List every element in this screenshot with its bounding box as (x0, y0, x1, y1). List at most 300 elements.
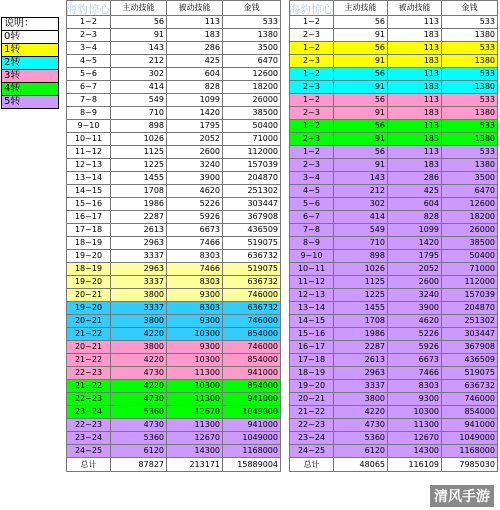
cell-passive-skill[interactable]: 6673 (388, 354, 442, 367)
legend-title[interactable]: 说明： (2, 18, 59, 31)
cell-range[interactable]: 13~14 (290, 302, 334, 315)
cell-money[interactable]: 3500 (442, 172, 498, 185)
cell-active-skill[interactable]: 3337 (111, 276, 167, 289)
cell-range[interactable]: 23~24 (67, 406, 111, 419)
cell-range[interactable]: 2~3 (290, 55, 334, 68)
cell-active-skill[interactable]: 4220 (111, 328, 167, 341)
cell-passive-skill[interactable]: 10300 (167, 380, 223, 393)
cell-passive-skill[interactable]: 2052 (167, 133, 223, 146)
cell-range[interactable]: 1~2 (290, 16, 334, 29)
cell-passive-skill[interactable]: 183 (388, 107, 442, 120)
cell-range[interactable]: 19~20 (67, 250, 111, 263)
cell-passive-skill[interactable]: 113 (388, 120, 442, 133)
legend-item[interactable]: 5转 (2, 96, 59, 109)
cell-passive-skill[interactable]: 10300 (167, 328, 223, 341)
cell-passive-skill[interactable]: 12670 (167, 432, 223, 445)
cell-money[interactable]: 1380 (442, 29, 498, 42)
cell-range[interactable]: 1~2 (290, 146, 334, 159)
cell-range[interactable]: 11~12 (290, 276, 334, 289)
cell-passive-skill[interactable]: 828 (167, 81, 223, 94)
left-header-active-skill[interactable]: 主动技能 (111, 1, 167, 16)
cell-passive-skill[interactable]: 1420 (167, 107, 223, 120)
cell-money[interactable]: 157039 (223, 159, 281, 172)
cell-money[interactable]: 112000 (442, 276, 498, 289)
cell-active-skill[interactable]: 4730 (334, 419, 388, 432)
cell-passive-skill[interactable]: 1099 (167, 94, 223, 107)
cell-money[interactable]: 436509 (223, 224, 281, 237)
cell-active-skill[interactable]: 91 (334, 55, 388, 68)
cell-passive-skill[interactable]: 11300 (167, 419, 223, 432)
cell-passive-skill[interactable]: 2052 (388, 263, 442, 276)
cell-passive-skill[interactable]: 8303 (167, 276, 223, 289)
cell-money[interactable]: 636732 (223, 276, 281, 289)
cell-range[interactable]: 2~3 (290, 107, 334, 120)
cell-range[interactable]: 14~15 (67, 185, 111, 198)
cell-passive-skill[interactable]: 286 (167, 42, 223, 55)
cell-passive-skill[interactable]: 9300 (167, 315, 223, 328)
total-label[interactable]: 总计 (290, 458, 334, 472)
cell-passive-skill[interactable]: 113 (167, 16, 223, 29)
cell-passive-skill[interactable]: 286 (388, 172, 442, 185)
cell-range[interactable]: 1~2 (67, 16, 111, 29)
cell-range[interactable]: 10~11 (67, 133, 111, 146)
left-header-passive-skill[interactable]: 被动技能 (167, 1, 223, 16)
cell-money[interactable]: 71000 (442, 263, 498, 276)
cell-active-skill[interactable]: 143 (334, 172, 388, 185)
cell-active-skill[interactable]: 549 (334, 224, 388, 237)
cell-passive-skill[interactable]: 5226 (388, 328, 442, 341)
cell-passive-skill[interactable]: 5226 (167, 198, 223, 211)
cell-range[interactable]: 21~22 (67, 354, 111, 367)
cell-range[interactable]: 21~22 (67, 328, 111, 341)
cell-range[interactable]: 3~4 (290, 172, 334, 185)
cell-money[interactable]: 533 (442, 42, 498, 55)
cell-range[interactable]: 20~21 (290, 393, 334, 406)
cell-range[interactable]: 14~15 (290, 315, 334, 328)
cell-active-skill[interactable]: 3337 (111, 250, 167, 263)
cell-money[interactable]: 71000 (223, 133, 281, 146)
cell-active-skill[interactable]: 1986 (111, 198, 167, 211)
cell-money[interactable]: 1049000 (223, 432, 281, 445)
cell-passive-skill[interactable]: 113 (388, 146, 442, 159)
cell-passive-skill[interactable]: 183 (388, 29, 442, 42)
cell-money[interactable]: 26000 (223, 94, 281, 107)
cell-money[interactable]: 26000 (442, 224, 498, 237)
cell-range[interactable]: 17~18 (290, 354, 334, 367)
cell-active-skill[interactable]: 3337 (111, 302, 167, 315)
cell-money[interactable]: 18200 (442, 211, 498, 224)
cell-range[interactable]: 5~6 (67, 68, 111, 81)
cell-passive-skill[interactable]: 425 (167, 55, 223, 68)
cell-money[interactable]: 1380 (442, 107, 498, 120)
legend-item[interactable]: 4转 (2, 83, 59, 96)
cell-range[interactable]: 2~3 (290, 29, 334, 42)
cell-active-skill[interactable]: 1125 (111, 146, 167, 159)
cell-range[interactable]: 4~5 (67, 55, 111, 68)
cell-money[interactable]: 1380 (223, 29, 281, 42)
cell-range[interactable]: 16~17 (67, 211, 111, 224)
cell-range[interactable]: 23~24 (290, 432, 334, 445)
total-passive-skill[interactable]: 213171 (167, 458, 223, 472)
cell-passive-skill[interactable]: 3240 (388, 289, 442, 302)
cell-active-skill[interactable]: 1225 (334, 289, 388, 302)
cell-money[interactable]: 636732 (442, 380, 498, 393)
cell-range[interactable]: 8~9 (290, 237, 334, 250)
cell-active-skill[interactable]: 3800 (111, 341, 167, 354)
cell-range[interactable]: 11~12 (67, 146, 111, 159)
cell-passive-skill[interactable]: 7466 (167, 237, 223, 250)
cell-money[interactable]: 3500 (223, 42, 281, 55)
cell-active-skill[interactable]: 898 (334, 250, 388, 263)
cell-range[interactable]: 19~20 (290, 380, 334, 393)
cell-range[interactable]: 22~23 (290, 419, 334, 432)
cell-range[interactable]: 12~13 (67, 159, 111, 172)
cell-passive-skill[interactable]: 8303 (167, 250, 223, 263)
cell-active-skill[interactable]: 212 (111, 55, 167, 68)
cell-money[interactable]: 1380 (442, 55, 498, 68)
cell-active-skill[interactable]: 2963 (111, 263, 167, 276)
cell-active-skill[interactable]: 56 (334, 120, 388, 133)
cell-active-skill[interactable]: 6120 (334, 445, 388, 458)
cell-range[interactable]: 16~17 (290, 341, 334, 354)
cell-passive-skill[interactable]: 183 (167, 29, 223, 42)
cell-money[interactable]: 533 (442, 16, 498, 29)
total-active-skill[interactable]: 87827 (111, 458, 167, 472)
cell-active-skill[interactable]: 4220 (111, 354, 167, 367)
cell-passive-skill[interactable]: 828 (388, 211, 442, 224)
cell-active-skill[interactable]: 3800 (111, 289, 167, 302)
cell-passive-skill[interactable]: 604 (167, 68, 223, 81)
cell-money[interactable]: 519075 (442, 367, 498, 380)
total-money[interactable]: 15889004 (223, 458, 281, 472)
cell-range[interactable]: 15~16 (290, 328, 334, 341)
cell-active-skill[interactable]: 91 (334, 107, 388, 120)
cell-range[interactable]: 15~16 (67, 198, 111, 211)
cell-range[interactable]: 1~2 (290, 42, 334, 55)
table-row (67, 328, 281, 341)
cell-passive-skill[interactable]: 14300 (388, 445, 442, 458)
cell-active-skill[interactable]: 2613 (111, 224, 167, 237)
cell-range[interactable]: 8~9 (67, 107, 111, 120)
cell-range[interactable]: 5~6 (290, 198, 334, 211)
cell-active-skill[interactable]: 2287 (111, 211, 167, 224)
cell-passive-skill[interactable]: 12670 (167, 406, 223, 419)
cell-range[interactable]: 10~11 (290, 263, 334, 276)
cell-passive-skill[interactable]: 10300 (388, 406, 442, 419)
left-header-money[interactable]: 金钱 (223, 1, 281, 16)
legend-item[interactable]: 0转 (2, 31, 59, 44)
cell-range[interactable]: 20~21 (67, 315, 111, 328)
cell-money[interactable]: 533 (442, 146, 498, 159)
cell-active-skill[interactable]: 56 (334, 68, 388, 81)
cell-money[interactable]: 746000 (223, 341, 281, 354)
cell-passive-skill[interactable]: 5926 (388, 341, 442, 354)
cell-money[interactable]: 367908 (223, 211, 281, 224)
cell-active-skill[interactable]: 1708 (334, 315, 388, 328)
cell-passive-skill[interactable]: 7466 (388, 367, 442, 380)
cell-passive-skill[interactable]: 8303 (167, 302, 223, 315)
cell-money[interactable]: 204870 (442, 302, 498, 315)
cell-active-skill[interactable]: 4220 (334, 406, 388, 419)
cell-money[interactable]: 1168000 (223, 445, 281, 458)
cell-money[interactable]: 6470 (223, 55, 281, 68)
cell-money[interactable]: 251302 (223, 185, 281, 198)
cell-range[interactable]: 22~23 (67, 367, 111, 380)
cell-money[interactable]: 436509 (442, 354, 498, 367)
cell-active-skill[interactable]: 91 (334, 133, 388, 146)
cell-active-skill[interactable]: 549 (111, 94, 167, 107)
cell-money[interactable]: 6470 (442, 185, 498, 198)
cell-passive-skill[interactable]: 183 (388, 159, 442, 172)
cell-passive-skill[interactable]: 14300 (167, 445, 223, 458)
cell-money[interactable]: 303447 (223, 198, 281, 211)
cell-passive-skill[interactable]: 11300 (167, 393, 223, 406)
cell-range[interactable]: 3~4 (67, 42, 111, 55)
cell-active-skill[interactable]: 2963 (111, 237, 167, 250)
cell-money[interactable]: 746000 (223, 315, 281, 328)
cell-money[interactable]: 50400 (442, 250, 498, 263)
cell-money[interactable]: 1380 (442, 159, 498, 172)
cell-passive-skill[interactable]: 3240 (167, 159, 223, 172)
cell-active-skill[interactable]: 3337 (334, 380, 388, 393)
cell-passive-skill[interactable]: 183 (388, 55, 442, 68)
cell-money[interactable]: 12600 (223, 68, 281, 81)
cell-active-skill[interactable]: 302 (334, 198, 388, 211)
cell-money[interactable]: 636732 (223, 250, 281, 263)
cell-active-skill[interactable]: 1986 (334, 328, 388, 341)
cell-money[interactable]: 1380 (442, 81, 498, 94)
cell-money[interactable]: 38500 (442, 237, 498, 250)
cell-passive-skill[interactable]: 3900 (388, 302, 442, 315)
cell-money[interactable]: 1049000 (223, 406, 281, 419)
cell-range[interactable]: 19~20 (67, 302, 111, 315)
cell-range[interactable]: 20~21 (67, 289, 111, 302)
cell-money[interactable]: 746000 (442, 393, 498, 406)
cell-active-skill[interactable]: 1455 (111, 172, 167, 185)
right-header-passive-skill[interactable]: 被动技能 (388, 1, 442, 16)
cell-active-skill[interactable]: 4730 (111, 367, 167, 380)
cell-money[interactable]: 18200 (223, 81, 281, 94)
cell-range[interactable]: 2~3 (290, 133, 334, 146)
cell-passive-skill[interactable]: 113 (388, 16, 442, 29)
cell-passive-skill[interactable]: 183 (388, 81, 442, 94)
cell-range[interactable]: 1~2 (290, 94, 334, 107)
cell-range[interactable]: 4~5 (290, 185, 334, 198)
cell-money[interactable]: 941000 (223, 367, 281, 380)
right-cost-table (289, 0, 498, 472)
cell-passive-skill[interactable]: 2600 (167, 146, 223, 159)
cell-passive-skill[interactable]: 7466 (167, 263, 223, 276)
cell-range[interactable]: 22~23 (67, 393, 111, 406)
cell-range[interactable]: 2~3 (290, 81, 334, 94)
cell-active-skill[interactable]: 5360 (111, 432, 167, 445)
total-money[interactable]: 7985030 (442, 458, 498, 472)
cell-passive-skill[interactable]: 425 (388, 185, 442, 198)
cell-passive-skill[interactable]: 1420 (388, 237, 442, 250)
cell-range[interactable]: 1~2 (290, 68, 334, 81)
cell-money[interactable]: 854000 (442, 406, 498, 419)
cell-passive-skill[interactable]: 9300 (167, 289, 223, 302)
table-row (290, 42, 498, 55)
cell-active-skill[interactable]: 3800 (334, 393, 388, 406)
cell-active-skill[interactable]: 1026 (334, 263, 388, 276)
cell-active-skill[interactable]: 414 (334, 211, 388, 224)
cell-money[interactable]: 533 (442, 68, 498, 81)
cell-money[interactable]: 367908 (442, 341, 498, 354)
legend-item[interactable]: 3转 (2, 70, 59, 83)
cell-money[interactable]: 112000 (223, 146, 281, 159)
cell-range[interactable]: 1~2 (290, 120, 334, 133)
cell-active-skill[interactable]: 2613 (334, 354, 388, 367)
cell-active-skill[interactable]: 91 (334, 81, 388, 94)
cell-range[interactable]: 19~20 (67, 276, 111, 289)
cell-range[interactable]: 21~22 (290, 406, 334, 419)
cell-active-skill[interactable]: 91 (111, 29, 167, 42)
cell-active-skill[interactable]: 212 (334, 185, 388, 198)
cell-money[interactable]: 533 (223, 16, 281, 29)
cell-active-skill[interactable]: 710 (111, 107, 167, 120)
cell-range[interactable]: 6~7 (67, 81, 111, 94)
cell-range[interactable]: 23~24 (67, 432, 111, 445)
cell-active-skill[interactable]: 1125 (334, 276, 388, 289)
cell-range[interactable]: 7~8 (290, 224, 334, 237)
cell-passive-skill[interactable]: 2600 (388, 276, 442, 289)
cell-passive-skill[interactable]: 4620 (388, 315, 442, 328)
cell-active-skill[interactable]: 414 (111, 81, 167, 94)
cell-passive-skill[interactable]: 5926 (167, 211, 223, 224)
cell-passive-skill[interactable]: 1795 (388, 250, 442, 263)
cell-active-skill[interactable]: 56 (334, 16, 388, 29)
cell-money[interactable]: 50400 (223, 120, 281, 133)
cell-passive-skill[interactable]: 113 (388, 42, 442, 55)
cell-active-skill[interactable]: 6120 (111, 445, 167, 458)
cell-money[interactable]: 746000 (223, 289, 281, 302)
total-label[interactable]: 总计 (67, 458, 111, 472)
cell-passive-skill[interactable]: 4620 (167, 185, 223, 198)
cell-active-skill[interactable]: 2287 (334, 341, 388, 354)
cell-passive-skill[interactable]: 1099 (388, 224, 442, 237)
cell-active-skill[interactable]: 1708 (111, 185, 167, 198)
cell-money[interactable]: 941000 (442, 419, 498, 432)
cell-active-skill[interactable]: 1225 (111, 159, 167, 172)
cell-money[interactable]: 1168000 (442, 445, 498, 458)
cell-range[interactable]: 21~22 (67, 380, 111, 393)
cell-range[interactable]: 2~3 (67, 29, 111, 42)
cell-passive-skill[interactable]: 11300 (388, 419, 442, 432)
cell-range[interactable]: 9~10 (290, 250, 334, 263)
cell-active-skill[interactable]: 91 (334, 29, 388, 42)
cell-active-skill[interactable]: 56 (334, 146, 388, 159)
cell-active-skill[interactable]: 2963 (334, 367, 388, 380)
cell-range[interactable]: 2~3 (290, 159, 334, 172)
cell-money[interactable]: 204870 (223, 172, 281, 185)
cell-money[interactable]: 303447 (442, 328, 498, 341)
cell-active-skill[interactable]: 1026 (111, 133, 167, 146)
total-passive-skill[interactable]: 116109 (388, 458, 442, 472)
cell-range[interactable]: 13~14 (67, 172, 111, 185)
cell-money[interactable]: 854000 (223, 328, 281, 341)
cell-active-skill[interactable]: 56 (111, 16, 167, 29)
cell-active-skill[interactable]: 143 (111, 42, 167, 55)
cell-active-skill[interactable]: 56 (334, 94, 388, 107)
cell-active-skill[interactable]: 5360 (111, 406, 167, 419)
cell-active-skill[interactable]: 5360 (334, 432, 388, 445)
cell-active-skill[interactable]: 91 (334, 159, 388, 172)
left-header-range[interactable] (67, 1, 111, 16)
cell-active-skill[interactable]: 1455 (334, 302, 388, 315)
cell-money[interactable]: 1049000 (442, 432, 498, 445)
right-header-range[interactable] (290, 1, 334, 16)
cell-passive-skill[interactable]: 10300 (167, 354, 223, 367)
cell-active-skill[interactable]: 898 (111, 120, 167, 133)
cell-passive-skill[interactable]: 8303 (388, 380, 442, 393)
cell-money[interactable]: 854000 (223, 380, 281, 393)
cell-active-skill[interactable]: 56 (334, 42, 388, 55)
cell-passive-skill[interactable]: 113 (388, 68, 442, 81)
cell-active-skill[interactable]: 4220 (111, 380, 167, 393)
cell-money[interactable]: 854000 (223, 354, 281, 367)
cell-active-skill[interactable]: 3800 (111, 315, 167, 328)
cell-passive-skill[interactable]: 1795 (167, 120, 223, 133)
cell-range[interactable]: 7~8 (67, 94, 111, 107)
cell-range[interactable]: 18~19 (290, 367, 334, 380)
cell-active-skill[interactable]: 4730 (111, 393, 167, 406)
cell-money[interactable]: 636732 (223, 302, 281, 315)
cell-passive-skill[interactable]: 11300 (167, 367, 223, 380)
cell-money[interactable]: 519075 (223, 263, 281, 276)
cell-money[interactable]: 941000 (223, 419, 281, 432)
cell-passive-skill[interactable]: 12670 (388, 432, 442, 445)
cell-money[interactable]: 38500 (223, 107, 281, 120)
cell-range[interactable]: 9~10 (67, 120, 111, 133)
cell-money[interactable]: 533 (442, 94, 498, 107)
table-row (290, 250, 498, 263)
cell-range[interactable]: 12~13 (290, 289, 334, 302)
cell-money[interactable]: 251302 (442, 315, 498, 328)
cell-passive-skill[interactable]: 604 (388, 198, 442, 211)
cell-passive-skill[interactable]: 9300 (167, 341, 223, 354)
cell-range[interactable]: 17~18 (67, 224, 111, 237)
total-active-skill[interactable]: 48065 (334, 458, 388, 472)
cell-passive-skill[interactable]: 183 (388, 133, 442, 146)
cell-money[interactable]: 1380 (442, 133, 498, 146)
cell-passive-skill[interactable]: 9300 (388, 393, 442, 406)
cell-passive-skill[interactable]: 3900 (167, 172, 223, 185)
cell-money[interactable]: 941000 (223, 393, 281, 406)
cell-passive-skill[interactable]: 113 (388, 94, 442, 107)
cell-active-skill[interactable]: 302 (111, 68, 167, 81)
legend-item[interactable]: 1转 (2, 44, 59, 57)
cell-range[interactable]: 24~25 (290, 445, 334, 458)
cell-range[interactable]: 20~21 (67, 341, 111, 354)
cell-range[interactable]: 18~19 (67, 263, 111, 276)
cell-range[interactable]: 24~25 (67, 445, 111, 458)
right-header-active-skill[interactable]: 主动技能 (334, 1, 388, 16)
table-row (290, 120, 498, 133)
cell-active-skill[interactable]: 710 (334, 237, 388, 250)
cell-active-skill[interactable]: 4730 (111, 419, 167, 432)
cell-money[interactable]: 533 (442, 120, 498, 133)
right-header-money[interactable]: 金钱 (442, 1, 498, 16)
cell-range[interactable]: 22~23 (67, 419, 111, 432)
legend-item[interactable]: 2转 (2, 57, 59, 70)
cell-money[interactable]: 519075 (223, 237, 281, 250)
cell-passive-skill[interactable]: 6673 (167, 224, 223, 237)
cell-range[interactable]: 6~7 (290, 211, 334, 224)
cell-money[interactable]: 157039 (442, 289, 498, 302)
cell-money[interactable]: 12600 (442, 198, 498, 211)
cell-range[interactable]: 18~19 (67, 237, 111, 250)
